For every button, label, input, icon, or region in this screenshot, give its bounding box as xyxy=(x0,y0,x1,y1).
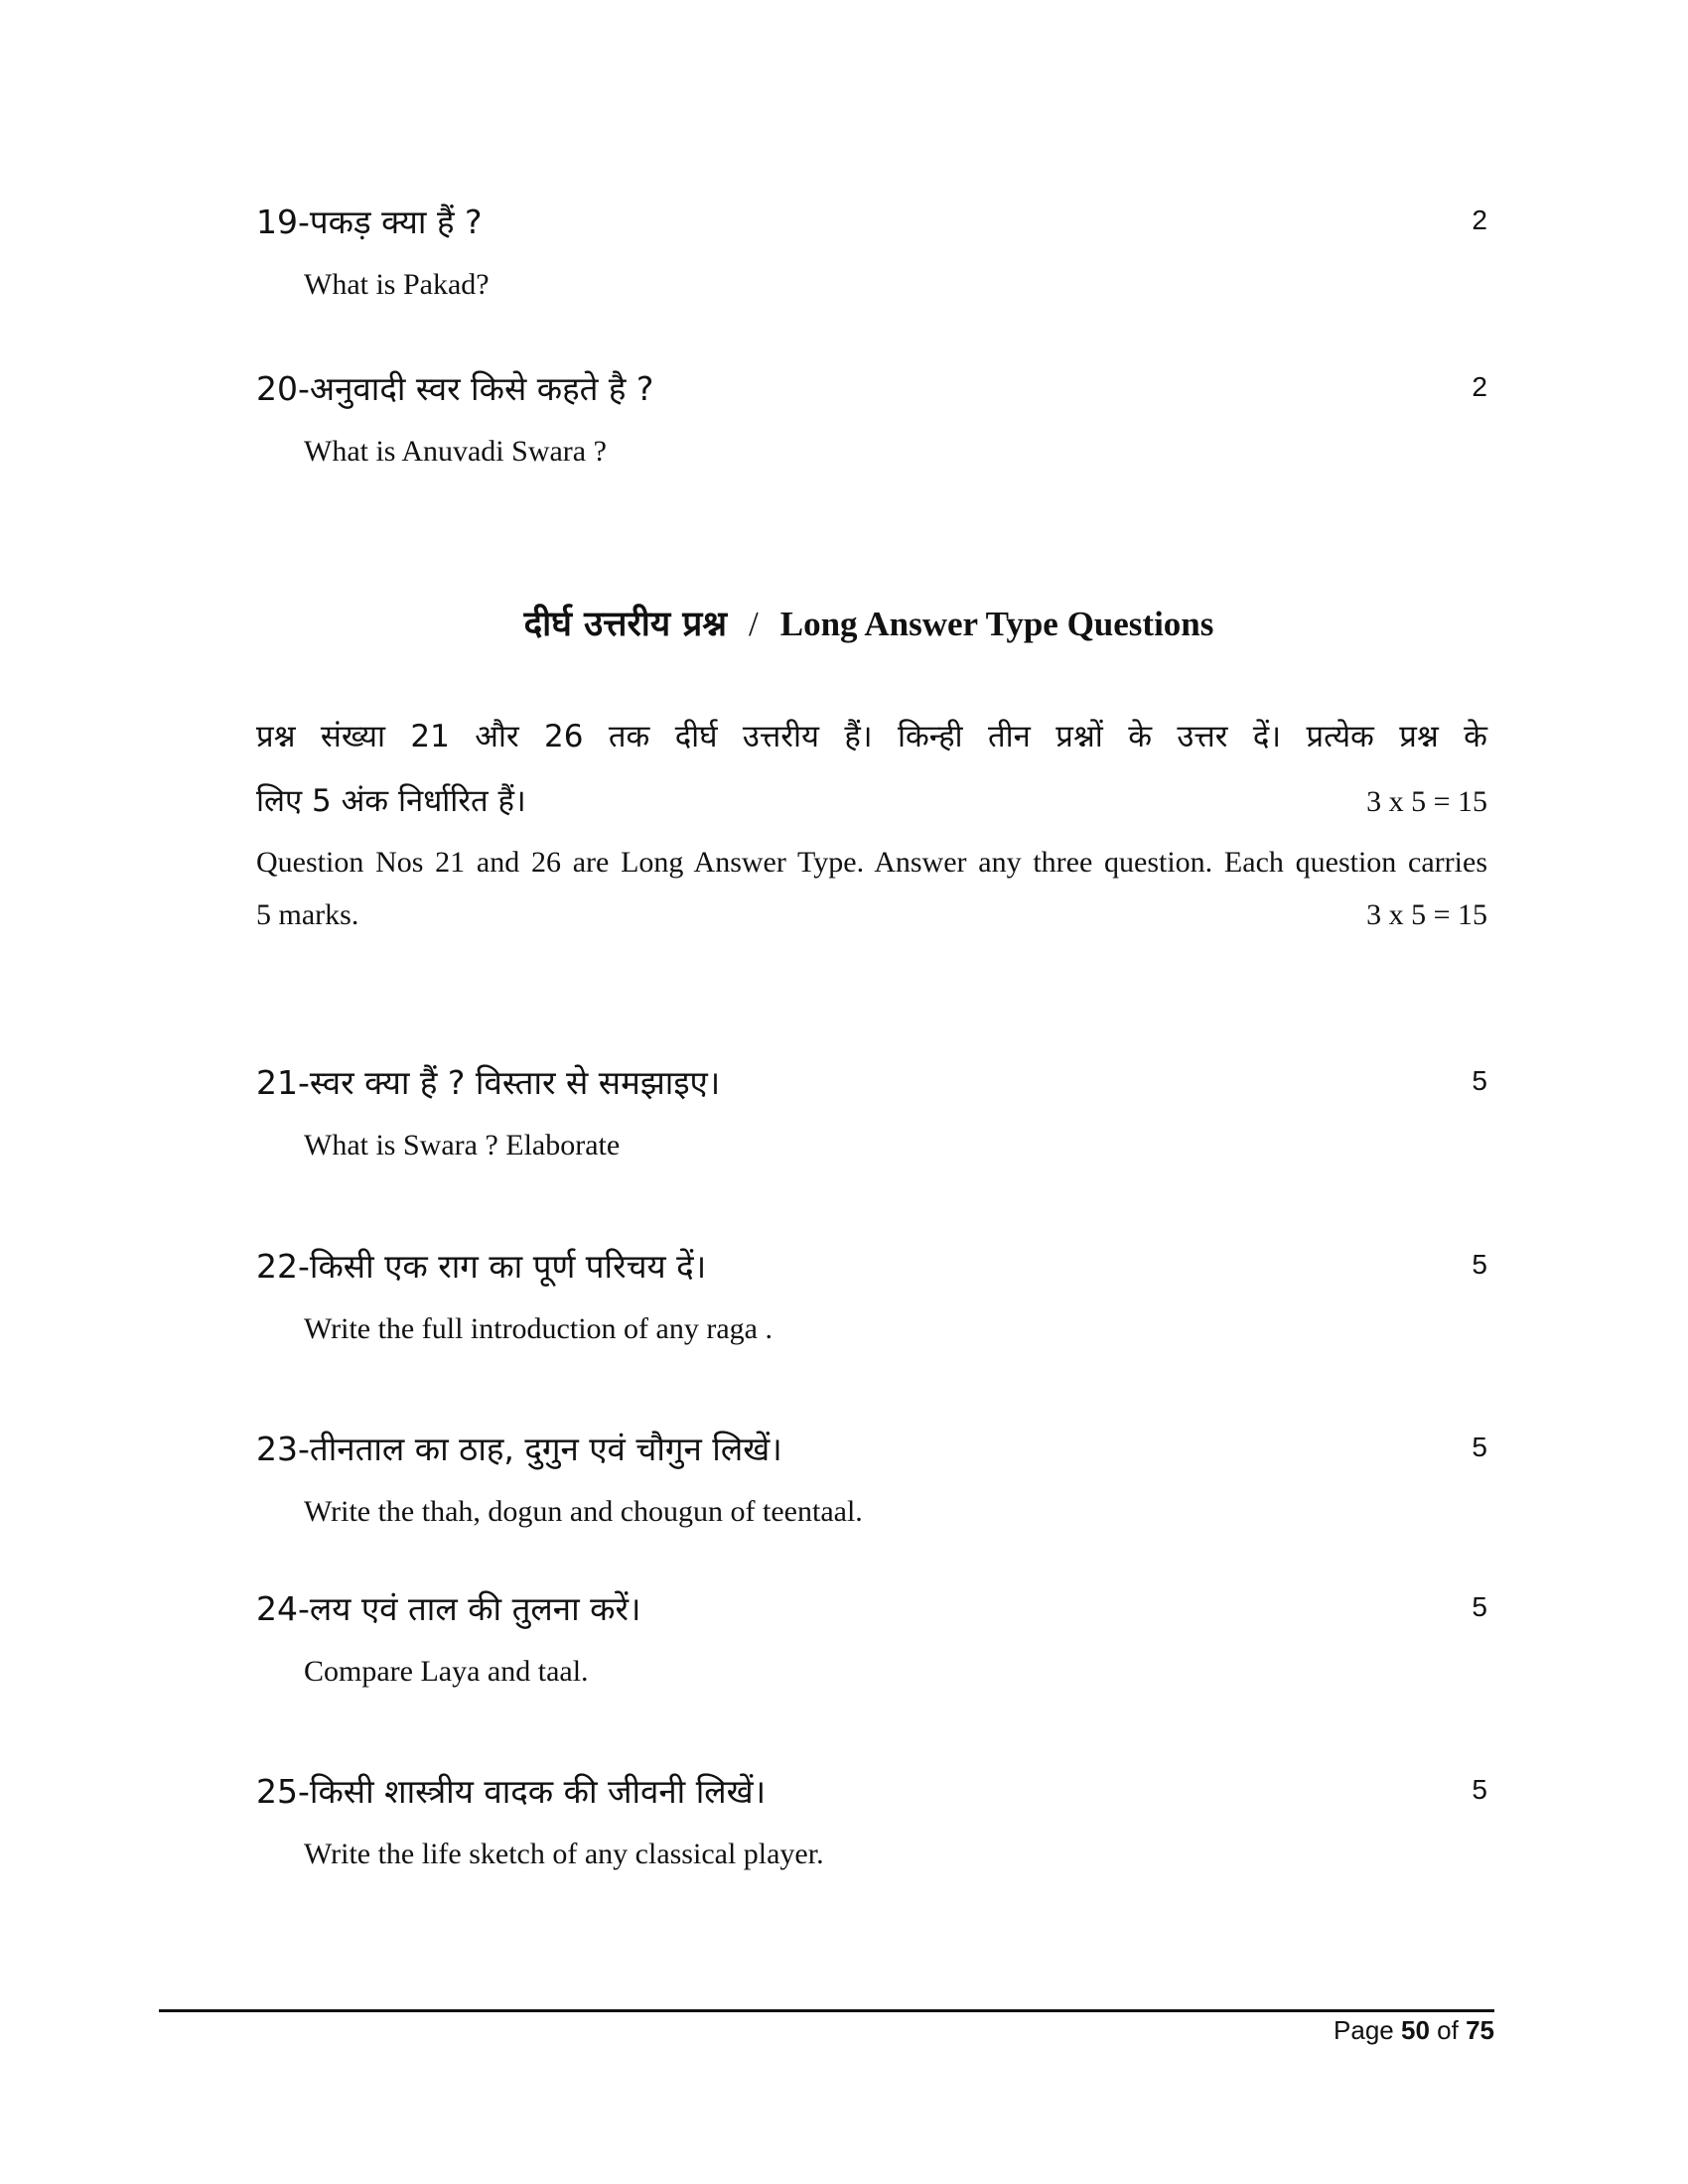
instructions-hindi-marks: 3 x 5 = 15 xyxy=(1366,785,1487,818)
question-22-hindi-row xyxy=(256,1243,1487,1302)
question-24-hindi-row xyxy=(256,1585,1487,1645)
instructions-english-line-2-row xyxy=(256,898,1487,932)
question-23-marks: 5 xyxy=(1472,1432,1487,1462)
page-total: 75 xyxy=(1466,2015,1494,2045)
instructions-english-line-1: Question Nos 21 and 26 are Long Answer Type. Answer any three question. Each question carries xyxy=(256,846,1487,879)
question-19-marks: 2 xyxy=(1472,205,1487,235)
question-20-english: What is Anuvadi Swara ? xyxy=(304,435,607,468)
question-22-english: Write the full introduction of any raga . xyxy=(304,1312,773,1345)
question-23-english: Write the thah, dogun and chougun of teentaal. xyxy=(304,1495,863,1528)
page-number xyxy=(1334,2015,1494,2046)
instructions-english-marks: 3 x 5 = 15 xyxy=(1366,898,1487,931)
question-19-english: What is Pakad? xyxy=(304,268,490,301)
section-heading-hindi: दीर्घ उत्तरीय प्रश्न xyxy=(523,605,728,644)
page-of-label: of xyxy=(1437,2015,1459,2045)
instructions-english-line-2: 5 marks. xyxy=(256,898,359,931)
question-20-hindi-row xyxy=(256,365,1487,425)
question-19-hindi: 19-पकड़ क्या हैं ? xyxy=(256,203,483,241)
section-heading xyxy=(0,600,1688,646)
question-20-hindi: 20-अनुवादी स्वर किसे कहते है ? xyxy=(256,369,654,408)
question-24-hindi: 24-लय एवं ताल की तुलना करें। xyxy=(256,1589,641,1628)
section-heading-english: Long Answer Type Questions xyxy=(779,605,1214,643)
question-25-marks: 5 xyxy=(1472,1774,1487,1805)
instructions-hindi-line-2: लिए 5 अंक निर्धारित हैं। xyxy=(256,783,526,819)
question-22-hindi: 22-किसी एक राग का पूर्ण परिचय दें। xyxy=(256,1247,707,1286)
question-24-english: Compare Laya and taal. xyxy=(304,1655,589,1688)
question-19-hindi-row xyxy=(256,199,1487,258)
question-24-marks: 5 xyxy=(1472,1591,1487,1622)
question-21-hindi-row xyxy=(256,1059,1487,1119)
footer-divider xyxy=(159,2009,1494,2012)
instructions-hindi-line-2-row xyxy=(256,779,1487,821)
question-25-hindi: 25-किसी शास्त्रीय वादक की जीवनी लिखें। xyxy=(256,1772,767,1811)
question-20-marks: 2 xyxy=(1472,371,1487,402)
question-21-english: What is Swara ? Elaborate xyxy=(304,1129,621,1161)
question-23-hindi: 23-तीनताल का ठाह, दुगुन एवं चौगुन लिखें। xyxy=(256,1430,782,1468)
instructions-hindi-line-1: प्रश्न संख्या 21 और 26 तक दीर्घ उत्तरीय हैं। किन्ही तीन प्रश्नों के उत्तर दें। प्रत्येक प्रश्न के xyxy=(256,719,1487,754)
page-current: 50 xyxy=(1401,2015,1430,2045)
question-25-hindi-row xyxy=(256,1768,1487,1828)
page-label: Page xyxy=(1334,2015,1394,2045)
question-21-marks: 5 xyxy=(1472,1065,1487,1096)
question-21-hindi: 21-स्वर क्या हैं ? विस्तार से समझाइए। xyxy=(256,1063,721,1102)
section-heading-separator: / xyxy=(749,605,759,643)
question-23-hindi-row xyxy=(256,1426,1487,1485)
question-22-marks: 5 xyxy=(1472,1249,1487,1280)
question-25-english: Write the life sketch of any classical player. xyxy=(304,1838,824,1870)
